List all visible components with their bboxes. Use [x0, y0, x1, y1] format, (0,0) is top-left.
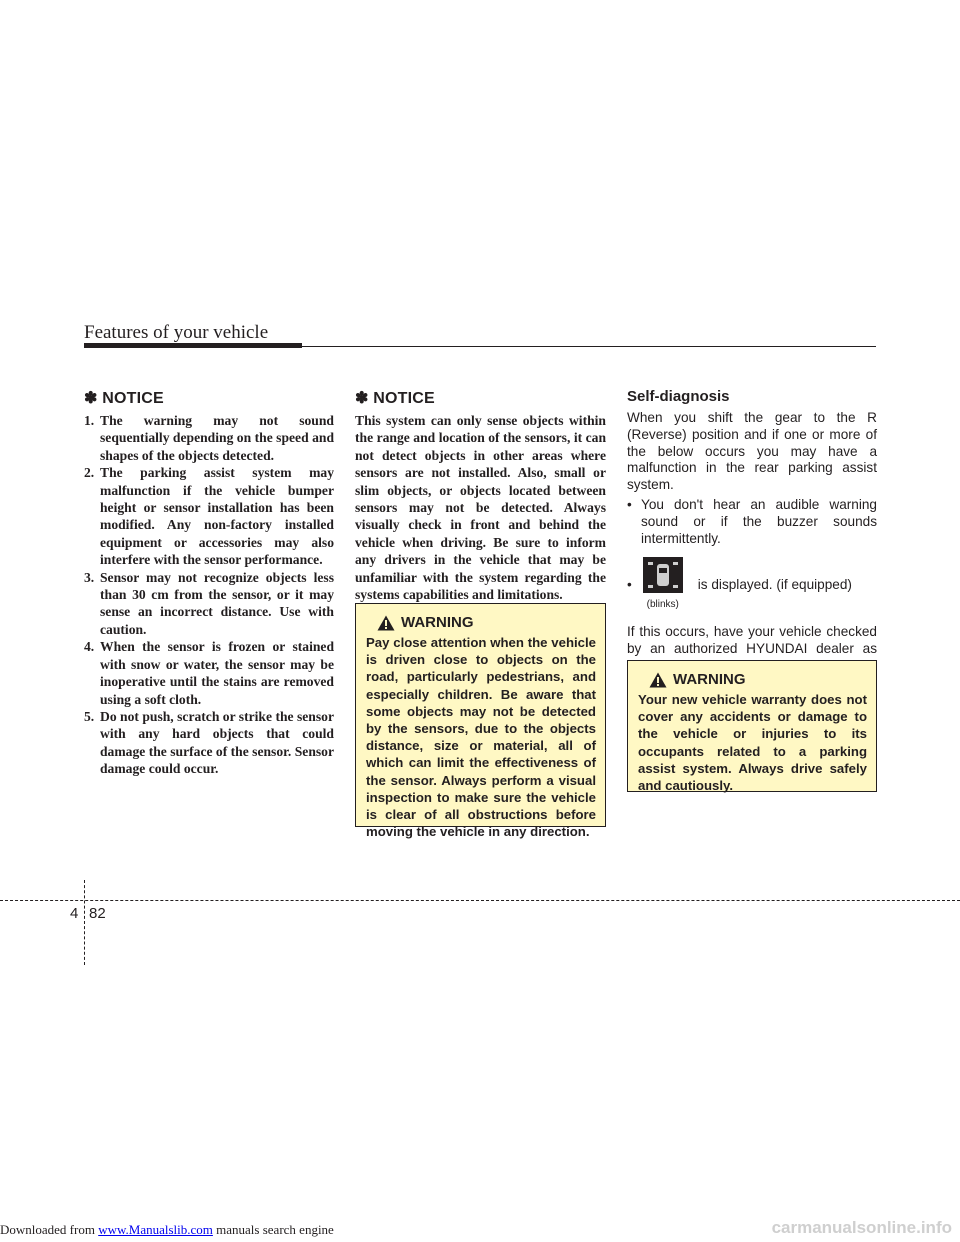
- notice-item-number: 3.: [84, 569, 95, 585]
- notice-item-number: 2.: [84, 465, 95, 481]
- warning-body: Pay close attention when the vehicle is driven close to objects on the road, particularly pedestrians, and especially children. Be aware that some objects may not be detected by the sensors, due to the objects distance, size or material, all of which can limit the effectiveness of the sensor. Always perform a visual inspection to make sure the vehicle is clear of all obstructions before moving the vehicle in any direction.: [366, 635, 596, 840]
- notice-item-text: When the sensor is frozen or stained with snow or water, the sensor may be inoperative until the stains are removed using a soft cloth.: [100, 639, 334, 707]
- notice-item-text: The warning may not sound sequentially depending on the speed and shapes of the objects detected.: [100, 413, 334, 463]
- self-diagnosis-closing: If this occurs, have your vehicle checked by an authorized HYUNDAI dealer as: [627, 624, 877, 656]
- notice-item-text: The parking assist system may malfunction if the vehicle bumper height or sensor installation has been modified. Any non-factory installed equipment or accessories may also interfere with the sensor performance.: [100, 465, 334, 568]
- header-rule-thick: [84, 343, 302, 348]
- section-header-title: Features of your vehicle: [84, 322, 269, 343]
- warning-header: [366, 614, 596, 631]
- notice-item-number: 5.: [84, 708, 95, 724]
- notice-item-3: [84, 569, 334, 639]
- bullet-dot: •: [627, 496, 632, 512]
- warning-title: WARNING: [401, 614, 474, 631]
- column-right: [627, 388, 877, 675]
- icon-caption: (blinks): [646, 599, 679, 611]
- notice-item-2: [84, 464, 334, 568]
- notice-list: [84, 412, 334, 778]
- bullet-dot: •: [627, 577, 632, 593]
- self-diagnosis-title: Self-diagnosis: [627, 388, 730, 405]
- notice-item-5: [84, 708, 334, 778]
- manualslib-link[interactable]: www.Manualslib.com: [98, 1222, 213, 1237]
- warning-title: WARNING: [673, 671, 746, 688]
- watermark: carmanualsonline.info: [771, 1218, 952, 1237]
- notice-title-1: ✽ NOTICE: [84, 390, 164, 407]
- warning-header: [638, 671, 867, 688]
- column-middle: [355, 388, 606, 603]
- column-left: [84, 388, 334, 778]
- header-rule-thin: [302, 346, 876, 347]
- footer-dashed-rule: [0, 900, 960, 901]
- notice-item-4: [84, 638, 334, 708]
- warning-body: Your new vehicle warranty does not cover any accidents or damage to the vehicle or injuries to its occupants related to a parking assist system. Always drive safely and cautiously.: [638, 692, 867, 794]
- download-credit: [0, 1222, 334, 1238]
- notice-item-1: [84, 412, 334, 464]
- notice-item-text: Do not push, scratch or strike the sensor with any hard objects that could damage the surface of the sensor. Sensor damage could occur.: [100, 708, 334, 777]
- warning-box-warranty: [627, 660, 877, 792]
- bullet-text: is displayed. (if equipped): [697, 577, 852, 593]
- warning-triangle-icon: [377, 615, 395, 631]
- notice-body-2: This system can only sense objects within the range and location of the sensors, it can not detect objects in other areas where sensors are not installed. Also, small or slim objects, or objects located between sensors may not be detected. Always visually check in front and behind the vehicle when driving. Be sure to inform any drivers in the vehicle that may be unfamiliar with the system regarding the systems capabilities and limitations.: [355, 413, 606, 603]
- footer-dashed-divider: [84, 880, 85, 965]
- parking-assist-warning-icon: [643, 557, 683, 593]
- notice-item-number: 4.: [84, 639, 95, 655]
- page-number: 82: [89, 905, 106, 922]
- warning-triangle-icon: [649, 672, 667, 688]
- download-suffix: manuals search engine: [212, 1222, 334, 1237]
- chapter-number: 4: [70, 905, 79, 922]
- self-diagnosis-intro: When you shift the gear to the R (Reverse) position and if one or more of the below occurs you may have a malfunction in the rear parking assist system.: [627, 410, 877, 493]
- self-diagnosis-bullet-2: [627, 557, 877, 614]
- warning-box-driving: [355, 603, 606, 840]
- parking-icon-group: [634, 557, 692, 614]
- self-diagnosis-bullet-1: [627, 497, 877, 547]
- notice-item-text: Sensor may not recognize objects less than 30 cm from the sensor, or it may sense an incorrect distance. Use with caution.: [100, 569, 334, 637]
- download-prefix: Downloaded from: [0, 1222, 99, 1237]
- notice-item-number: 1.: [84, 413, 95, 428]
- notice-title-2: ✽ NOTICE: [355, 390, 435, 407]
- bullet-text: You don't hear an audible warning sound or if the buzzer sounds intermittently.: [641, 496, 877, 546]
